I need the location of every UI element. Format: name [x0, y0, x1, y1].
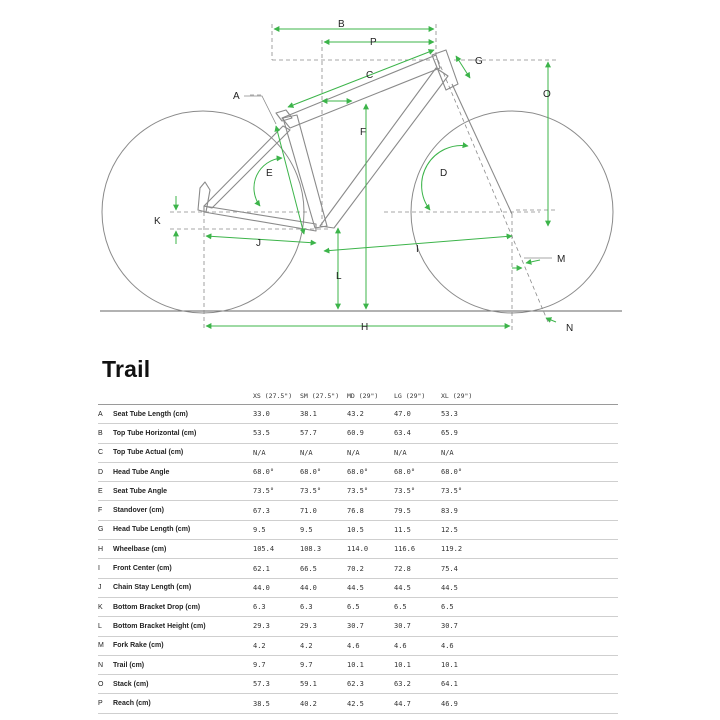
table-cell: 68.0° [300, 462, 347, 481]
table-cell: 68.0° [253, 462, 300, 481]
dim-label-d: D [440, 168, 448, 179]
dimension-label: Wheelbase (cm) [113, 540, 253, 559]
table-cell: 66.5 [300, 559, 347, 578]
dimension-code: B [98, 424, 113, 443]
dimension-label: Seat Tube Length (cm) [113, 405, 253, 424]
table-cell: 67.3 [253, 501, 300, 520]
table-cell: 6.3 [300, 597, 347, 616]
dimension-code: P [98, 694, 113, 713]
dimension-code: N [98, 655, 113, 674]
table-cell: 83.9 [441, 501, 618, 520]
table-cell: 60.9 [347, 424, 394, 443]
dim-label-c: C [366, 70, 374, 81]
table-row [98, 675, 618, 694]
dim-e-arc [254, 158, 282, 206]
dimension-code: K [98, 597, 113, 616]
table-cell: 116.6 [394, 540, 441, 559]
dimension-label: Stack (cm) [113, 675, 253, 694]
dimension-label: Trail (cm) [113, 655, 253, 674]
table-cell: 4.6 [441, 636, 618, 655]
table-cell: 73.5° [441, 482, 618, 501]
dimension-label: Head Tube Length (cm) [113, 520, 253, 539]
dimension-code: F [98, 501, 113, 520]
table-cell: 6.3 [253, 597, 300, 616]
table-cell: 53.3 [441, 405, 618, 424]
table-cell: 44.0 [253, 578, 300, 597]
table-cell: 53.5 [253, 424, 300, 443]
table-cell: 10.5 [347, 520, 394, 539]
table-row [98, 405, 618, 424]
dimension-code: G [98, 520, 113, 539]
table-cell: 30.7 [441, 617, 618, 636]
dim-label-b: B [338, 19, 345, 30]
table-cell: 44.5 [394, 578, 441, 597]
dimension-label: Front Center (cm) [113, 559, 253, 578]
dimension-code: C [98, 443, 113, 462]
table-cell: N/A [253, 443, 300, 462]
dim-label-a: A [233, 91, 240, 102]
dim-label-f: F [360, 127, 367, 138]
table-cell: 68.0° [441, 462, 618, 481]
table-cell: 38.5 [253, 694, 300, 713]
table-cell: 73.5° [394, 482, 441, 501]
table-cell: 30.7 [347, 617, 394, 636]
table-cell: 6.5 [394, 597, 441, 616]
table-row [98, 501, 618, 520]
table-cell: 12.5 [441, 520, 618, 539]
table-cell: 30.7 [394, 617, 441, 636]
leader-a [244, 96, 276, 124]
table-cell: 73.5° [253, 482, 300, 501]
dim-c [288, 50, 434, 107]
dimension-code: D [98, 462, 113, 481]
dimension-label: Bottom Bracket Height (cm) [113, 617, 253, 636]
table-row [98, 424, 618, 443]
table-cell: 9.7 [253, 655, 300, 674]
dim-label-i: I [416, 244, 419, 255]
table-cell: 9.7 [300, 655, 347, 674]
table-cell: 33.0 [253, 405, 300, 424]
table-cell: N/A [347, 443, 394, 462]
dim-label-n: N [566, 323, 574, 334]
table-body [98, 405, 618, 714]
table-header-row [98, 388, 618, 405]
table-cell: 4.6 [347, 636, 394, 655]
dimension-code: M [98, 636, 113, 655]
dimension-label: Top Tube Horizontal (cm) [113, 424, 253, 443]
dim-j [206, 236, 316, 243]
bike-frame [198, 50, 458, 231]
table-cell: 6.5 [441, 597, 618, 616]
table-cell: 68.0° [394, 462, 441, 481]
table-row [98, 443, 618, 462]
bike-geometry-diagram [0, 0, 720, 345]
dim-label-j: J [256, 238, 261, 249]
dimension-label: Standover (cm) [113, 501, 253, 520]
table-cell: 119.2 [441, 540, 618, 559]
table-cell: 71.0 [300, 501, 347, 520]
dimension-code: E [98, 482, 113, 501]
geometry-table [98, 388, 618, 714]
table-row [98, 617, 618, 636]
table-cell: 10.1 [347, 655, 394, 674]
dimension-code: O [98, 675, 113, 694]
table-cell: 79.5 [394, 501, 441, 520]
size-header: XL (29") [441, 388, 618, 405]
table-cell: 47.0 [394, 405, 441, 424]
table-cell: 10.1 [394, 655, 441, 674]
table-cell: 63.4 [394, 424, 441, 443]
table-row [98, 462, 618, 481]
reference-lines [170, 24, 556, 330]
table-cell: 6.5 [347, 597, 394, 616]
dim-g [456, 56, 470, 78]
table-row [98, 559, 618, 578]
table-cell: 44.5 [441, 578, 618, 597]
table-row [98, 578, 618, 597]
rear-wheel [102, 111, 304, 313]
table-cell: 75.4 [441, 559, 618, 578]
table-cell: 108.3 [300, 540, 347, 559]
table-row [98, 636, 618, 655]
dimension-label: Chain Stay Length (cm) [113, 578, 253, 597]
table-row [98, 520, 618, 539]
table-cell: 46.9 [441, 694, 618, 713]
table-row [98, 597, 618, 616]
table-cell: 38.1 [300, 405, 347, 424]
table-cell: 43.2 [347, 405, 394, 424]
table-cell: 42.5 [347, 694, 394, 713]
dimension-label: Top Tube Actual (cm) [113, 443, 253, 462]
table-cell: 29.3 [253, 617, 300, 636]
table-cell: 114.0 [347, 540, 394, 559]
table-cell: 72.8 [394, 559, 441, 578]
table-cell: 62.1 [253, 559, 300, 578]
dimension-label: Bottom Bracket Drop (cm) [113, 597, 253, 616]
table-cell: 11.5 [394, 520, 441, 539]
dimension-label: Reach (cm) [113, 694, 253, 713]
table-cell: 73.5° [347, 482, 394, 501]
table-cell: 4.6 [394, 636, 441, 655]
table-cell: 59.1 [300, 675, 347, 694]
table-cell: 44.0 [300, 578, 347, 597]
table-cell: 9.5 [300, 520, 347, 539]
table-cell: 44.7 [394, 694, 441, 713]
dim-label-h: H [361, 322, 369, 333]
table-cell: 4.2 [253, 636, 300, 655]
dimension-label: Fork Rake (cm) [113, 636, 253, 655]
dim-label-g: G [475, 56, 483, 67]
table-cell: N/A [394, 443, 441, 462]
size-header: LG (29") [394, 388, 441, 405]
table-cell: 40.2 [300, 694, 347, 713]
table-cell: 44.5 [347, 578, 394, 597]
dim-label-p: P [370, 37, 377, 48]
table-cell: 105.4 [253, 540, 300, 559]
dim-m2 [526, 260, 540, 263]
table-row [98, 655, 618, 674]
size-header: MD (29") [347, 388, 394, 405]
dim-label-l: L [336, 271, 342, 282]
table-cell: 70.2 [347, 559, 394, 578]
dimension-code: A [98, 405, 113, 424]
table-cell: 65.9 [441, 424, 618, 443]
dimension-label: Head Tube Angle [113, 462, 253, 481]
table-row [98, 482, 618, 501]
table-row [98, 694, 618, 713]
table-cell: 4.2 [300, 636, 347, 655]
dimension-code: I [98, 559, 113, 578]
dimension-code: H [98, 540, 113, 559]
fork [452, 84, 512, 214]
dim-label-m: M [557, 254, 566, 265]
table-cell: 62.3 [347, 675, 394, 694]
table-cell: 76.8 [347, 501, 394, 520]
table-cell: 64.1 [441, 675, 618, 694]
table-cell: 29.3 [300, 617, 347, 636]
table-cell: 57.3 [253, 675, 300, 694]
size-header: XS (27.5") [253, 388, 300, 405]
dimension-code: J [98, 578, 113, 597]
size-header: SM (27.5") [300, 388, 347, 405]
dim-label-k: K [154, 216, 161, 227]
table-row [98, 540, 618, 559]
page-title: Trail [102, 356, 151, 382]
table-cell: 9.5 [253, 520, 300, 539]
table-cell: 73.5° [300, 482, 347, 501]
dimension-code: L [98, 617, 113, 636]
table-cell: 68.0° [347, 462, 394, 481]
dimension-label: Seat Tube Angle [113, 482, 253, 501]
table-cell: 63.2 [394, 675, 441, 694]
table-cell: 10.1 [441, 655, 618, 674]
dim-label-o: O [543, 89, 551, 100]
table-cell: N/A [300, 443, 347, 462]
table-cell: 57.7 [300, 424, 347, 443]
dim-label-e: E [266, 168, 273, 179]
table-cell: N/A [441, 443, 618, 462]
